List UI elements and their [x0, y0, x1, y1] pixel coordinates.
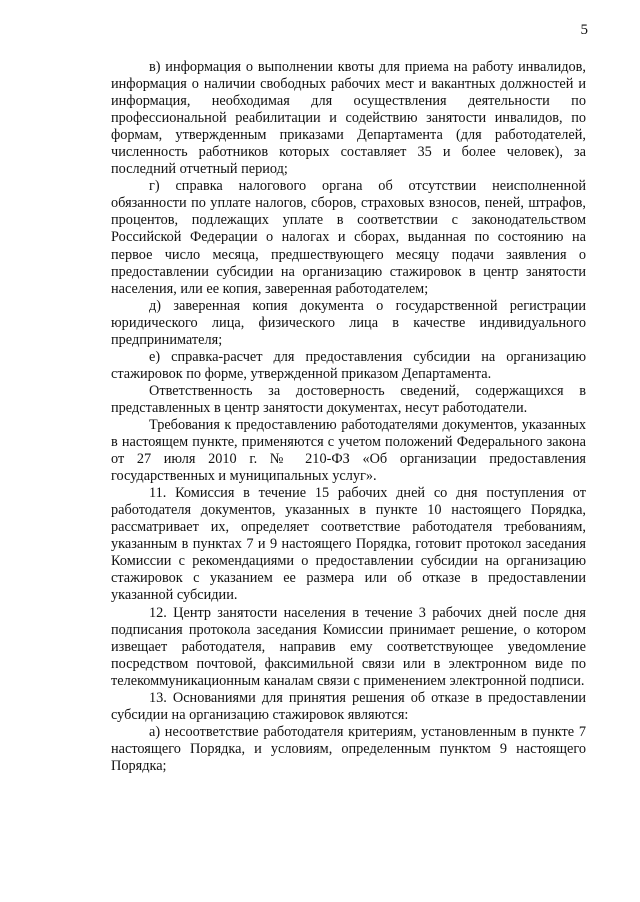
paragraph-item-a: а) несоответствие работодателя критериям, установленным в пункте 7 настоящего Порядка, и условиям, определенным пунктом 9 настоящего Порядка; — [111, 723, 586, 774]
paragraph-responsibility: Ответственность за достоверность сведений, содержащихся в представленных в центр занятости документах, несут работодатели. — [111, 382, 586, 416]
paragraph-item-v: в) информация о выполнении квоты для приема на работу инвалидов, информация о наличии свободных рабочих мест и вакантных должностей и информация, необходимая для осуществления деятельности по профессиональной реабилитации и содействию занятости инвалидов, по формам, утвержденным приказами Департамента (для работодателей, численность работников которых составляет 35 и более человек), за последний отчетный период; — [111, 59, 586, 178]
paragraph-item-e: е) справка-расчет для предоставления субсидии на организацию стажировок по форме, утвержденной приказом Департамента. — [111, 348, 586, 382]
paragraph-clause-12: 12. Центр занятости населения в течение 3 рабочих дней после дня подписания протокола заседания Комиссии принимает решение, о котором извещает работодателя, направив ему соответствующее уведомление посредством почтовой, факсимильной связи или в электронном виде по телекоммуникационным каналам связи с применением электронной подписи. — [111, 604, 586, 689]
paragraph-clause-13: 13. Основаниями для принятия решения об отказе в предоставлении субсидии на организацию стажировок являются: — [111, 689, 586, 723]
document-body — [111, 59, 586, 775]
paragraph-clause-11: 11. Комиссия в течение 15 рабочих дней со дня поступления от работодателя документов, указанных в пункте 10 настоящего Порядка, рассматривает их, определяет соответствие работодателя требованиям, указанным в пунктах 7 и 9 настоящего Порядка, готовит протокол заседания Комиссии с рекомендациями о предоставлении субсидии на организацию стажировок с указанием ее размера или об отказе в предоставлении указанной субсидии. — [111, 485, 586, 604]
paragraph-item-g: г) справка налогового органа об отсутствии неисполненной обязанности по уплате налогов, сборов, страховых взносов, пеней, штрафов, процентов, подлежащих уплате в соответствии с законодательством Российской Федерации о налогах и сборах, выданная по состоянию на первое число месяца, предшествующего месяцу подачи заявления о предоставлении субсидии на организацию стажировок в центр занятости населения, или ее копия, заверенная работодателем; — [111, 178, 586, 297]
paragraph-requirements: Требования к предоставлению работодателями документов, указанных в настоящем пункте, применяются с учетом положений Федерального закона от 27 июля 2010 г. № 210-ФЗ «Об организации предоставления государственных и муниципальных услуг». — [111, 416, 586, 485]
page-number: 5 — [580, 22, 588, 38]
paragraph-item-d: д) заверенная копия документа о государственной регистрации юридического лица, физического лица в качестве индивидуального предпринимателя; — [111, 297, 586, 348]
